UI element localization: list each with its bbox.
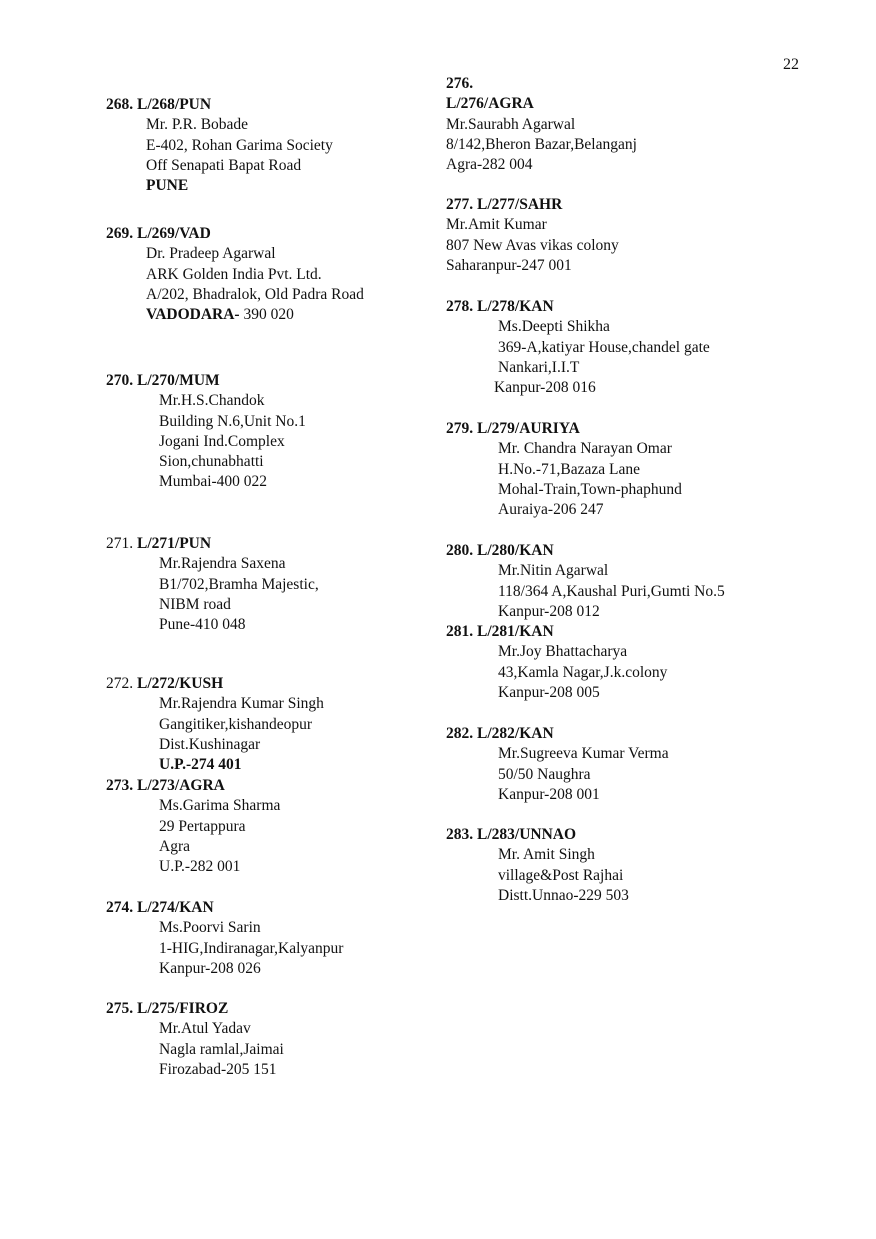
entry-code: 277. L/277/SAHR: [446, 196, 563, 213]
entry-line: Kanpur-208 026: [159, 959, 261, 977]
entry-275: [106, 999, 284, 1080]
entry-270: [106, 371, 306, 493]
entry-line: U.P.-274 401: [159, 756, 242, 774]
entry-line: Mr.Saurabh Agarwal: [446, 115, 576, 133]
entry-line: Mr.Atul Yadav: [159, 1020, 251, 1038]
entry-272: [106, 674, 324, 775]
entry-line: 50/50 Naughra: [498, 765, 591, 783]
entry-line: Mr. Chandra Narayan Omar: [498, 440, 672, 458]
entry-line: Dist.Kushinagar: [159, 735, 261, 753]
entry-code: 275. L/275/FIROZ: [106, 1000, 229, 1017]
entry-273: [106, 776, 280, 877]
entry-281: [446, 622, 667, 703]
entry-code: 270. L/270/MUM: [106, 372, 220, 389]
entry-279: [446, 419, 682, 520]
entry-line: Mr.Amit Kumar: [446, 216, 547, 234]
entry-code: 269. L/269/VAD: [106, 225, 211, 242]
entry-code: 282. L/282/KAN: [446, 725, 554, 742]
entry-code: 271. L/271/PUN: [106, 535, 212, 552]
page-number: 22: [783, 56, 799, 73]
entry-line: Mr.Joy Bhattacharya: [498, 643, 628, 661]
entry-line: Mr. Amit Singh: [498, 846, 595, 864]
entry-code: 280. L/280/KAN: [446, 542, 554, 559]
entry-line: Dr. Pradeep Agarwal: [146, 245, 276, 263]
entry-line: Gangitiker,kishandeopur: [159, 715, 313, 733]
entry-line: 8/142,Bheron Bazar,Belanganj: [446, 135, 637, 153]
entry-line: Jogani Ind.Complex: [159, 432, 285, 450]
entry-line: Firozabad-205 151: [159, 1060, 277, 1078]
entry-277: [446, 195, 619, 276]
entry-line: Ms.Garima Sharma: [159, 797, 281, 815]
entry-271: [106, 534, 319, 635]
entry-line: Mohal-Train,Town-phaphund: [498, 480, 682, 498]
entry-code: L/276/AGRA: [446, 95, 534, 113]
entry-276: [446, 74, 637, 175]
entry-code: 273. L/273/AGRA: [106, 777, 225, 794]
entry-line: Agra-282 004: [446, 156, 533, 174]
entry-code: 274. L/274/KAN: [106, 899, 214, 916]
entry-code: 272. L/272/KUSH: [106, 675, 224, 692]
entry-line: Agra: [159, 837, 190, 855]
entry-line: NIBM road: [159, 595, 231, 613]
entry-line: ARK Golden India Pvt. Ltd.: [146, 265, 322, 283]
entry-line: Nagla ramlal,Jaimai: [159, 1040, 284, 1058]
entry-line: Building N.6,Unit No.1: [159, 412, 306, 430]
entry-line: 369-A,katiyar House,chandel gate: [498, 338, 710, 356]
entry-line: Saharanpur-247 001: [446, 256, 572, 274]
entry-line: Kanpur-208 016: [494, 379, 596, 397]
entry-code: 279. L/279/AURIYA: [446, 420, 580, 437]
entry-code: 276.: [446, 75, 474, 92]
entry-line: 43,Kamla Nagar,J.k.colony: [498, 663, 668, 681]
entry-line: Sion,chunabhatti: [159, 453, 264, 471]
entry-line: Kanpur-208 005: [498, 683, 600, 701]
entry-line: Mr.Sugreeva Kumar Verma: [498, 745, 669, 763]
entry-269: [106, 224, 364, 325]
entry-line: Kanpur-208 012: [498, 602, 600, 620]
entry-line: Mr.Nitin Agarwal: [498, 562, 609, 580]
entry-line: Kanpur-208 001: [498, 785, 600, 803]
entry-line: Ms.Deepti Shikha: [498, 318, 610, 336]
entry-line: PUNE: [146, 177, 189, 195]
entry-code: 278. L/278/KAN: [446, 298, 554, 315]
entry-274: [106, 898, 343, 979]
entry-283: [446, 825, 629, 906]
entry-278: [446, 297, 710, 398]
entry-code: 268. L/268/PUN: [106, 96, 212, 113]
entry-line: A/202, Bhadralok, Old Padra Road: [146, 285, 364, 303]
entry-code: 281. L/281/KAN: [446, 623, 554, 640]
entry-line: Auraiya-206 247: [498, 501, 604, 519]
entry-line: U.P.-282 001: [159, 858, 241, 876]
entry-line: Pune-410 048: [159, 616, 246, 634]
entry-line: B1/702,Bramha Majestic,: [159, 575, 319, 593]
entry-line: E-402, Rohan Garima Society: [146, 136, 333, 154]
entry-line: Mr.Rajendra Saxena: [159, 555, 286, 573]
entry-line: Mr. P.R. Bobade: [146, 116, 249, 134]
entry-line: VADODARA- 390 020: [146, 306, 294, 324]
entry-line: 1-HIG,Indiranagar,Kalyanpur: [159, 939, 344, 957]
entry-line: Nankari,I.I.T: [498, 358, 580, 376]
entry-282: [446, 724, 669, 805]
entry-line: village&Post Rajhai: [498, 866, 624, 884]
entry-line: 118/364 A,Kaushal Puri,Gumti No.5: [498, 582, 725, 600]
entry-268: [106, 95, 333, 196]
entry-line: Mumbai-400 022: [159, 473, 268, 491]
entry-line: 807 New Avas vikas colony: [446, 236, 619, 254]
entry-line: Mr.Rajendra Kumar Singh: [159, 695, 324, 713]
entry-280: [446, 541, 725, 622]
entry-line: Off Senapati Bapat Road: [146, 156, 302, 174]
entry-line: Ms.Poorvi Sarin: [159, 919, 261, 937]
entry-line: 29 Pertappura: [159, 817, 246, 835]
entry-line: H.No.-71,Bazaza Lane: [498, 460, 641, 478]
entry-code: 283. L/283/UNNAO: [446, 826, 577, 843]
entry-line: Distt.Unnao-229 503: [498, 886, 629, 904]
entry-line: Mr.H.S.Chandok: [159, 392, 265, 410]
